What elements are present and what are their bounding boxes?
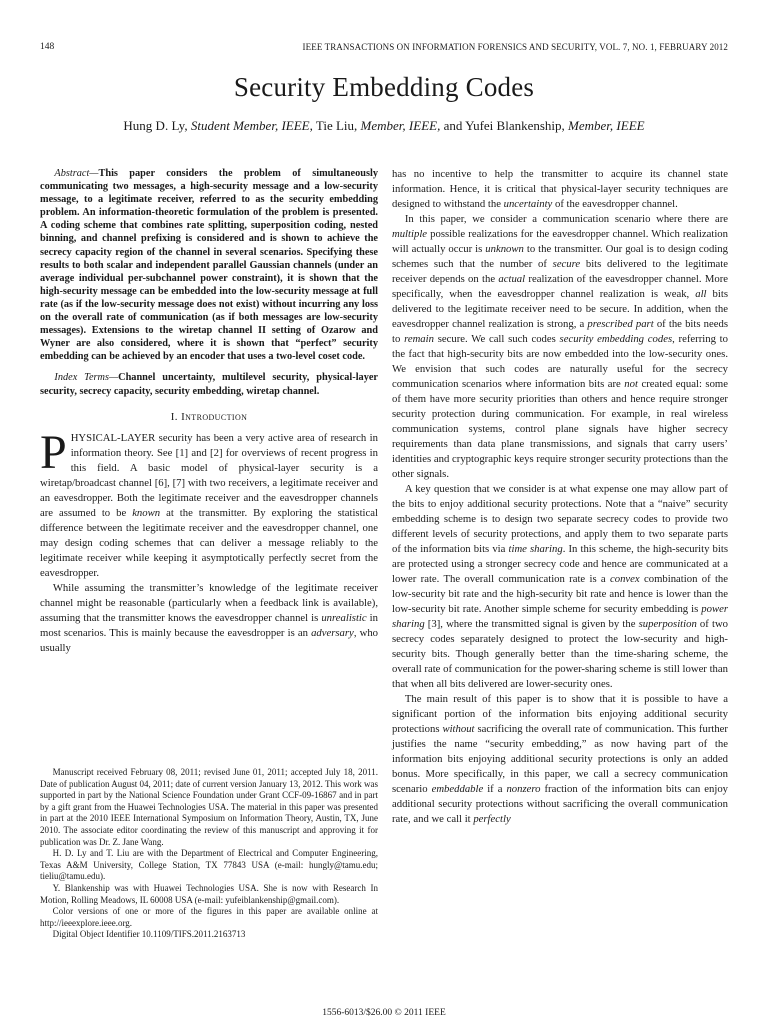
index-terms-text: Channel uncertainty, multilevel security, physical-layer security, secrecy capacity, security embedding, wiretap channel.	[40, 372, 378, 397]
r3-time-sharing: time sharing	[508, 543, 563, 555]
r2-security-embedding-codes: security embedding codes	[559, 333, 673, 345]
footnote-manuscript: Manuscript received February 08, 2011; revised June 01, 2011; accepted July 18, 2011. Date of publication August 04, 2011; date of current version January 13, 2012. This work was supported in part by the National Science Foundation under Grant CCF-09-16867 and in part by a gift grant from the Huawei Technologies USA. The material in this paper was presented in part at the 2010 IEEE International Symposium on Information Theory, Austin, TX, June 2010. The associate editor coordinating the review of this manuscript and approving it for publication was Dr. Z. Jane Wang.	[40, 767, 378, 847]
intro-paragraph-2	[40, 581, 378, 656]
r3-power-sharing: power sharing	[392, 603, 728, 630]
left-column	[40, 167, 378, 656]
r2-f: bits delivered to the legitimate receiver need to be secure. In addition, when the eavesdropper channel realization is strong, a	[392, 288, 728, 330]
intro-p2-c: , who usually	[40, 626, 379, 654]
section-heading-introduction	[40, 410, 378, 425]
r3-a: A key question that we consider is at what expense one may allow part of the bits to enjoy additional security protections. Note that a “naive” security embedding scheme is to design two separate secrecy codes to provide two different levels of security protections, and apply them to two separate parts of the information bits via	[392, 483, 728, 555]
r2-prescribed: prescribed part	[587, 318, 654, 330]
r4-nonzero: nonzero	[506, 783, 541, 795]
r1-uncertainty: uncertainty	[503, 198, 553, 210]
section-numeral: I.	[170, 410, 178, 423]
abstract	[40, 167, 378, 363]
copyright-footer: 1556-6013/$26.00 © 2011 IEEE	[322, 1008, 446, 1018]
intro-p2-unrealistic: unrealistic	[321, 611, 367, 624]
r2-actual: actual	[498, 273, 526, 285]
r2-not: not	[624, 378, 638, 390]
footnote-affiliation-blankenship: Y. Blankenship was with Huawei Technologies USA. She is now with Research In Motion, Rolling Meadows, IL 60008 USA (e-mail: yufeiblankenship@gmail.com).	[40, 882, 378, 905]
footnotes	[40, 767, 378, 941]
r4-a: The main result of this paper is to show that it is possible to have a significant portion of the information bits enjoying additional security protections	[392, 693, 728, 735]
r3-e: of two secrecy codes separately designed to protect the low-security and high-security bits. Though generally better than the time-sharing scheme, the overall rate of communication for the power-sharing scheme is still lower than that when all bits delivered are lower-security ones.	[392, 618, 729, 690]
paper-title: Security Embedding Codes	[233, 72, 535, 102]
author-1-role: Student Member, IEEE,	[190, 118, 313, 133]
r1-a: has no incentive to help the transmitter to acquire its channel state information. Hence, it is critical that physical-layer security techniques are designed to withstand the	[392, 168, 728, 210]
r2-j: created equal: some of them have more security priorities than others and hence require stronger security protection during communication. For example, in real wireless communication systems, control plane signals have higher secrecy requirements than data plane transmissions, and signals that carry users’ identities and cryptographic keys require stronger security protections than the other signals.	[392, 378, 728, 480]
intro-p2-adversary: adversary	[311, 626, 354, 639]
intro-lead-caps: HYSICAL-LAYER	[70, 431, 156, 444]
r2-h: secure. We call such codes	[433, 333, 560, 345]
r4-embeddable: embeddable	[431, 783, 484, 795]
right-paragraph-2	[392, 212, 728, 482]
r3-superposition: superposition	[638, 618, 697, 630]
author-2-name: Tie Liu,	[315, 118, 358, 133]
r4-b: sacrificing the overall rate of communication. This further justifies the name “security embedding,” as now having part of the information bits enjoying additional security protections is only an added bonus. More specifically, in this paper, we call a secrecy communication scenario	[392, 723, 728, 795]
r2-a: In this paper, we consider a communication scenario where there are	[404, 213, 728, 225]
right-paragraph-1	[392, 167, 728, 212]
r2-c: to the transmitter. Our goal is to design coding schemes such that the number of	[392, 243, 728, 270]
footnote-affiliation-ly-liu: H. D. Ly and T. Liu are with the Department of Electrical and Computer Engineering, Texas A&M University, College Station, TX 77843 USA (e-mail: hungly@tamu.edu; tieliu@tamu.edu).	[40, 848, 378, 882]
r3-d: [3], where the transmitted signal is given by the	[424, 618, 639, 630]
r2-secure: secure	[552, 258, 581, 270]
drop-cap: P	[40, 425, 67, 479]
footnote-doi: Digital Object Identifier 10.1109/TIFS.2011.2163713	[52, 929, 246, 940]
r2-i: , referring to the fact that high-security bits are now embedded into the low-security ones. We envision that such codes are naturally useful for the secrecy communication scenarios where information bits are	[392, 333, 728, 390]
intro-paragraph-1	[40, 425, 378, 581]
intro-p1-end: at the transmitter. By exploring the statistical difference between the legitimate receiver and the eavesdropper channel, one may design coding schemes that can deliver a message reliably to the legitimate receiver while keeping it asymptotically perfectly secret from the eavesdropper.	[40, 506, 378, 579]
r2-remain: remain	[404, 333, 434, 345]
author-3-role: Member, IEEE	[568, 118, 645, 133]
right-column	[392, 167, 728, 827]
intro-p1-rest: security has been a very active area of research in information theory. See [1] and [2] for overviews of recent progress in this field. A basic model of physical-layer security is a wiretap/broadcast channel [6], [7] with two receivers, a legitimate receiver and an eavesdropper. Both the legitimate receiver and the eavesdropper channels are assumed to be	[40, 431, 378, 519]
r3-convex: convex	[610, 573, 640, 585]
r2-g: of the bits needs to	[392, 318, 728, 345]
section-title: Introduction	[181, 410, 248, 423]
intro-p2-b: in most scenarios. This is mainly because the eavesdropper is an	[40, 611, 378, 639]
intro-p1-known: known	[132, 506, 161, 519]
intro-p2-a: While assuming the transmitter’s knowledge of the legitimate receiver channel might be reasonable (particularly when a feedback link is available), assuming that the transmitter knows the eavesdropper channel is	[40, 581, 378, 624]
author-and: and	[443, 118, 463, 133]
page-number: 148	[40, 42, 55, 52]
abstract-text: This paper considers the problem of simultaneously communicating two messages, a high-security message and a low-security message, to a legitimate receiver, referred to as the security embedding problem. An information-theoretic formulation of the problem is presented. A coding scheme that combines rate splitting, superposition coding, nested binning, and channel prefixing is considered and is shown to achieve the secrecy capacity region of the channel in several scenarios. Specifying these results to both scalar and independent parallel Gaussian channels (under an average individual per-subchannel power constraint), it is shown that the high-security message can be embedded into the low-security message at full rate (as if the low-security message does not exist) without incurring any loss on the overall rate of communication (as if both messages are low-security messages). Extensions to the wiretap channel II setting of Ozarow and Wyner are also considered, where it is shown that “perfect” security embedding can be achieved by an encoder that uses a two-level coset code.	[40, 168, 378, 363]
r1-b: of the eavesdropper channel.	[552, 198, 678, 210]
right-paragraph-4	[392, 692, 728, 827]
r3-c: combination of the low-security bit rate and the high-security bit rate and hence is lower than the low-security bit rate. Another simple scheme for security embedding is	[392, 573, 728, 615]
r3-b: . In this scheme, the high-security bits are protected using a stronger secrecy code and hence are communicated at a lower rate. The overall communication rate is a	[392, 543, 728, 585]
r2-b: possible realizations for the eavesdropper channel. Which realization will actually occur is	[392, 228, 728, 255]
r2-all: all	[695, 288, 707, 300]
author-3-name: Yufei Blankenship,	[465, 118, 565, 133]
r2-multiple: multiple	[392, 228, 428, 240]
r4-d: fraction of the information bits can enjoy additional security protections without sacrificing the overall communication rate, and we call it	[392, 783, 729, 825]
r2-d: bits delivered to the legitimate receiver depends on the	[392, 258, 728, 285]
running-head: IEEE TRANSACTIONS ON INFORMATION FORENSICS AND SECURITY, VOL. 7, NO. 1, FEBRUARY 2012	[302, 42, 728, 52]
author-1-name: Hung D. Ly,	[123, 118, 188, 133]
r2-e: realization of the eavesdropper channel. More specifically, when the eavesdropper channel realization is weak,	[392, 273, 728, 300]
r2-unknown: unknown	[485, 243, 524, 255]
abstract-lead: Abstract—	[54, 168, 99, 179]
r4-without: without	[442, 723, 475, 735]
author-2-role: Member, IEEE,	[360, 118, 441, 133]
r4-perfectly: perfectly	[473, 813, 511, 825]
footnote-color-versions: Color versions of one or more of the figures in this paper are available online at http://ieeexplore.ieee.org.	[40, 906, 378, 928]
right-paragraph-3	[392, 482, 728, 692]
index-terms-lead: Index Terms—	[54, 372, 119, 384]
index-terms	[40, 371, 378, 397]
author-line	[0, 118, 768, 134]
r4-c: if a	[483, 783, 507, 795]
